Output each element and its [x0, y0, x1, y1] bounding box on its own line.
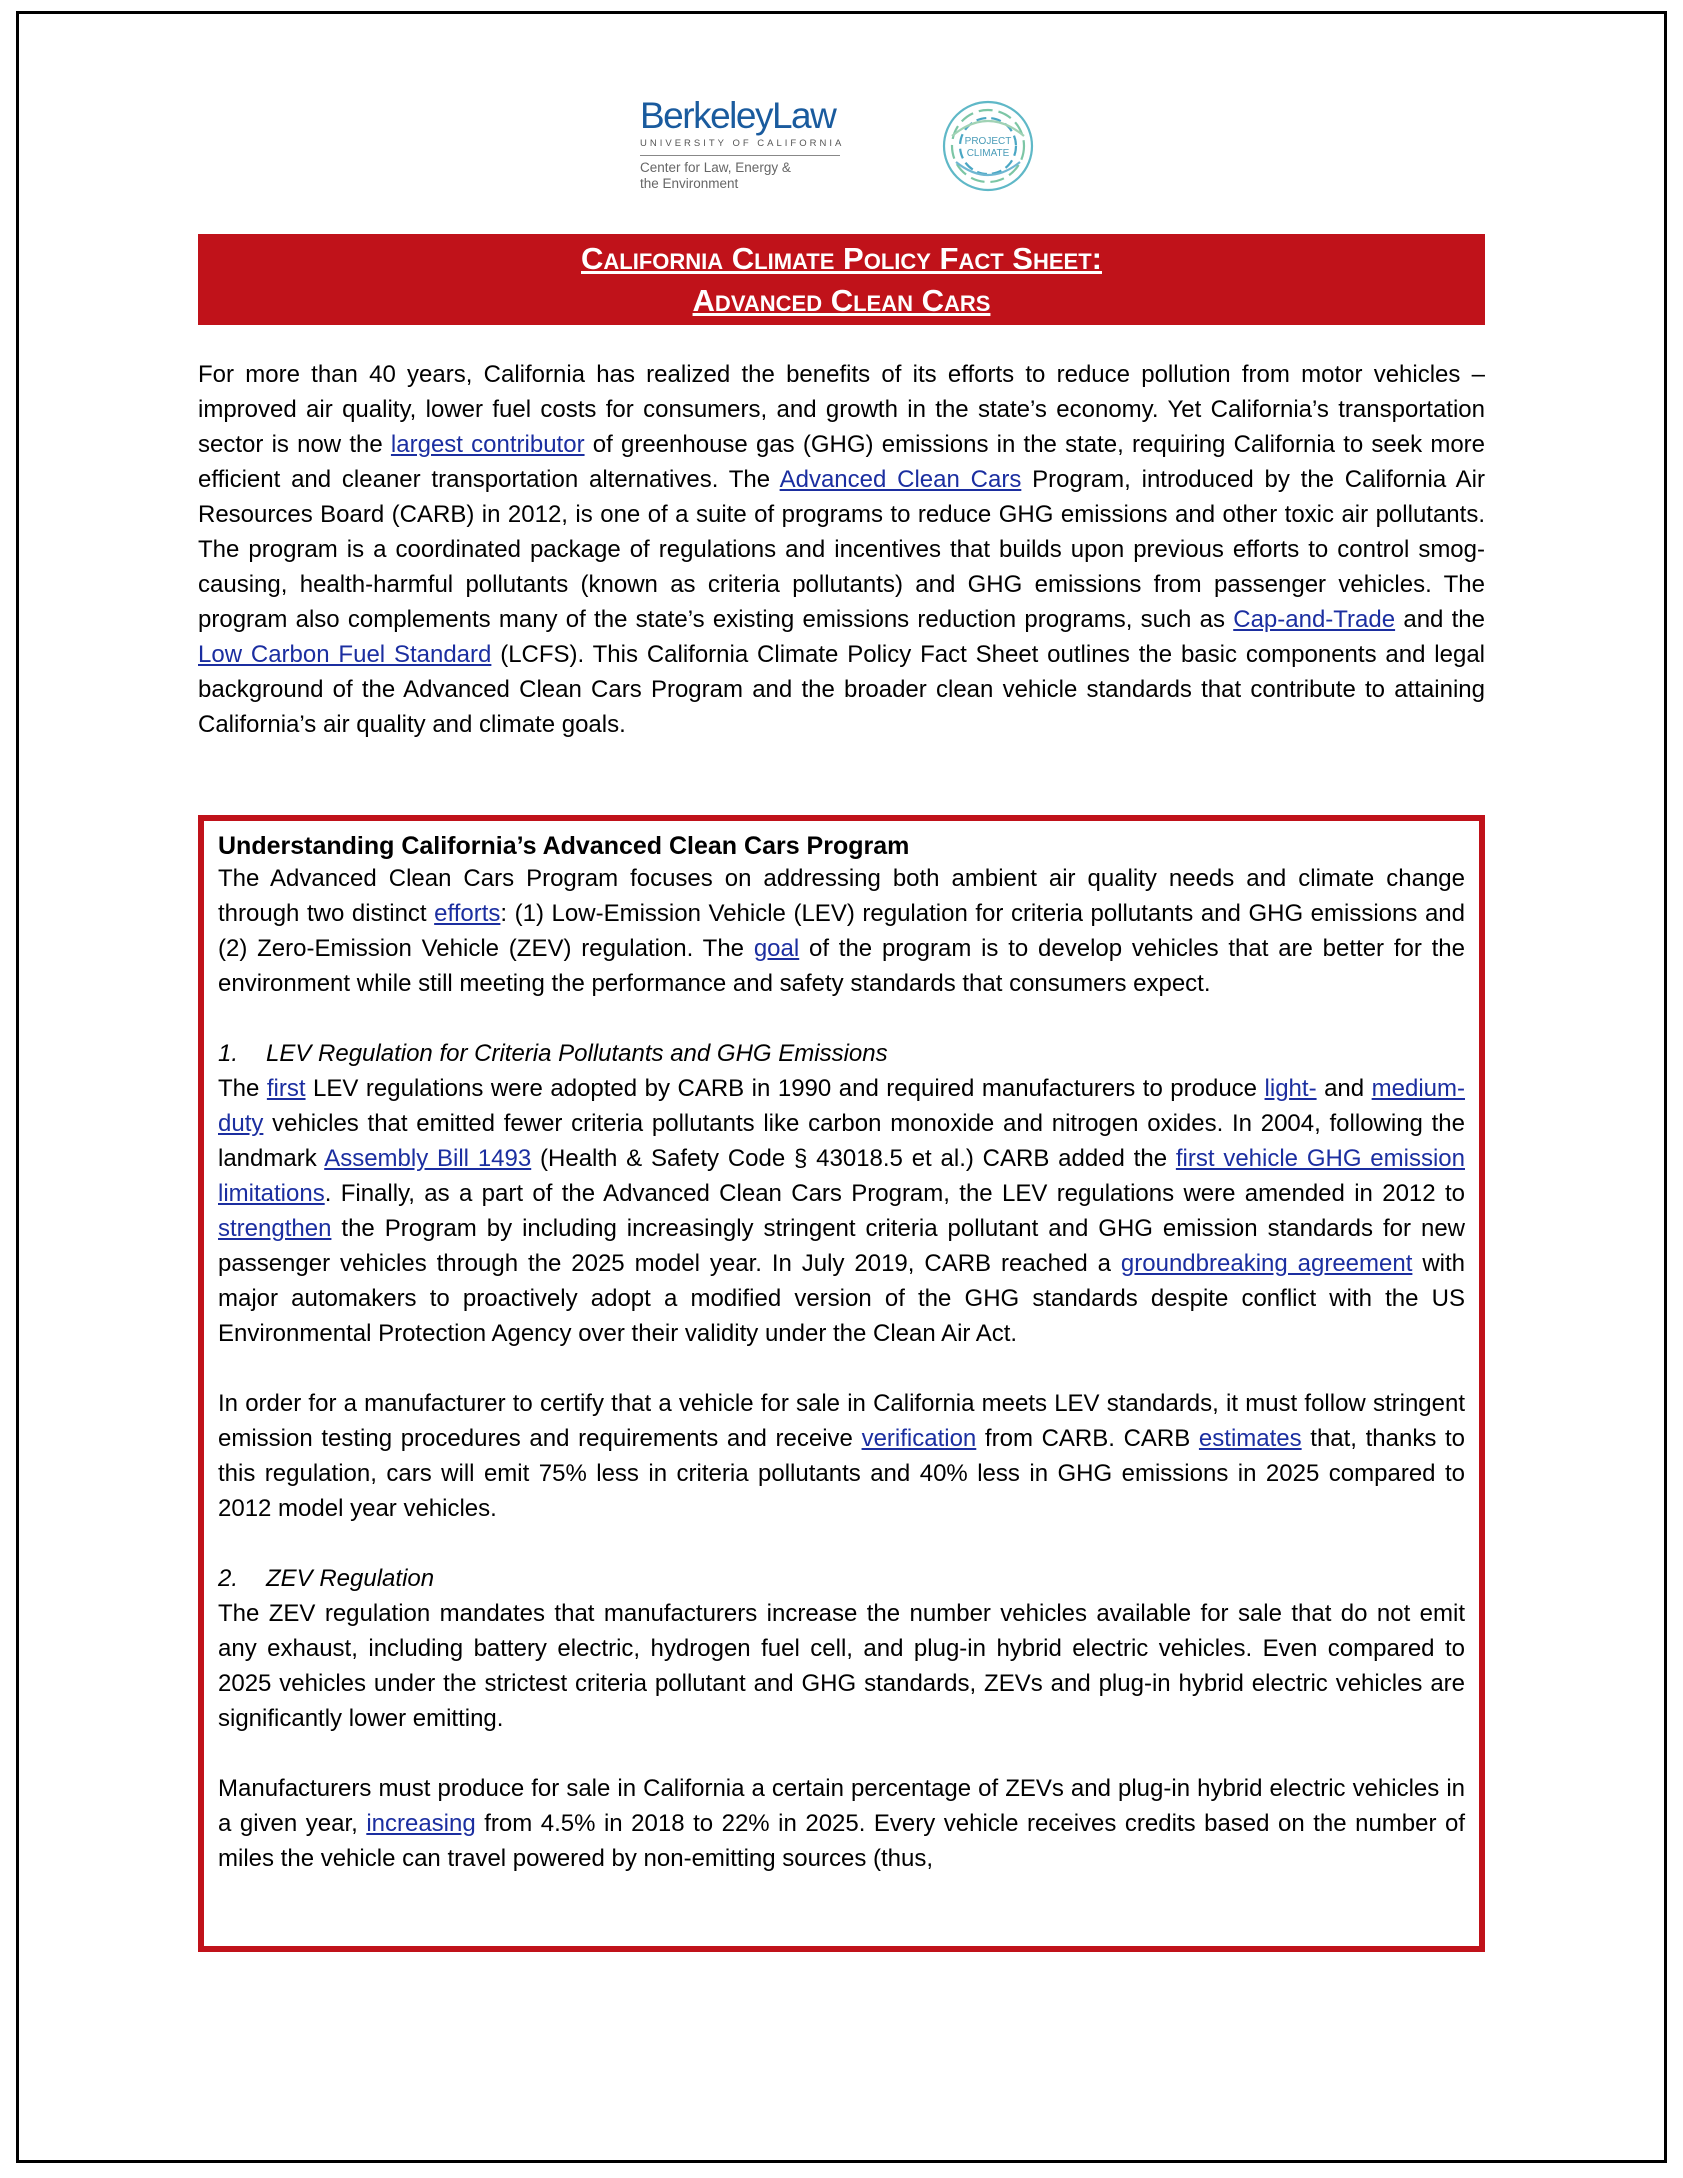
title-line-1: California Climate Policy Fact Sheet:	[581, 241, 1102, 276]
overview-paragraph: The Advanced Clean Cars Program focuses on addressing both ambient air quality needs and climate change through two distinct efforts: (1) Low-Emission Vehicle (LEV) regulation for criteria pollutants and GHG emissions and (2) Zero-Emission Vehicle (ZEV) regulation. The goal of the program is to develop vehicles that are better for the environment while still meeting the performance and safety standards that consumers expect.	[218, 865, 1465, 997]
box-heading: Understanding California’s Advanced Clean Cars Program	[218, 832, 910, 860]
zev-paragraph: The ZEV regulation mandates that manufacturers increase the number vehicles available for sale that do not emit any exhaust, including battery electric, hydrogen fuel cell, and plug-in hybrid electric vehicles. Even compared to 2025 vehicles under the strictest criteria pollutant and GHG standards, ZEVs and plug-in hybrid electric vehicles are significantly lower emitting.	[218, 1600, 1465, 1732]
svg-text:PROJECT: PROJECT	[964, 136, 1012, 147]
svg-text:CLIMATE: CLIMATE	[966, 148, 1010, 159]
link-light[interactable]: light-	[1264, 1075, 1317, 1102]
link-first[interactable]: first	[266, 1075, 306, 1102]
link-groundbreaking-agreement[interactable]: groundbreaking agreement	[1120, 1250, 1413, 1277]
logo-area	[640, 96, 1060, 206]
link-first-vehicle-ghg-limitations[interactable]: first vehicle GHG emission limitations	[218, 1145, 1465, 1207]
program-overview-box	[198, 815, 1485, 1952]
link-assembly-bill-1493[interactable]: Assembly Bill 1493	[324, 1145, 532, 1172]
berkeley-law-logo	[640, 96, 845, 192]
link-strengthen[interactable]: strengthen	[218, 1215, 332, 1242]
link-increasing[interactable]: increasing	[366, 1810, 476, 1837]
link-goal[interactable]: goal	[753, 935, 800, 962]
link-estimates[interactable]: estimates	[1198, 1425, 1302, 1452]
lev-paragraph: The first LEV regulations were adopted by CARB in 1990 and required manufacturers to produce light- and medium-duty vehicles that emitted fewer criteria pollutants like carbon monoxide and nitrogen oxides. In 2004, following the landmark Assembly Bill 1493 (Health & Safety Code § 43018.5 et al.) CARB added the first vehicle GHG emission limitations. Finally, as a part of the Advanced Clean Cars Program, the LEV regulations were amended in 2012 to strengthen the Program by including increasingly stringent criteria pollutant and GHG emission standards for new passenger vehicles through the 2025 model year. In July 2019, CARB reached a groundbreaking agreement with major automakers to proactively adopt a modified version of the GHG standards despite conflict with the US Environmental Protection Agency over their validity under the Clean Air Act.	[218, 1075, 1465, 1347]
link-largest-contributor[interactable]: largest contributor	[390, 431, 585, 458]
link-medium-duty[interactable]: medium-duty	[218, 1075, 1465, 1137]
university-line: UNIVERSITY OF CALIFORNIA	[640, 138, 845, 149]
link-cap-and-trade[interactable]: Cap-and-Trade	[1233, 606, 1396, 633]
center-name: Center for Law, Energy & the Environment	[640, 160, 791, 191]
link-low-carbon-fuel-standard[interactable]: Low Carbon Fuel Standard	[198, 641, 492, 668]
lev-certification-paragraph: In order for a manufacturer to certify that a vehicle for sale in California meets LEV standards, it must follow stringent emission testing procedures and requirements and receive verification from CARB. CARB estimates that, thanks to this regulation, cars will emit 75% less in criteria pollutants and 40% less in GHG emissions in 2025 compared to 2012 model year vehicles.	[218, 1390, 1466, 1522]
intro-paragraph: For more than 40 years, California has realized the benefits of its efforts to reduce pollution from motor vehicles – improved air quality, lower fuel costs for consumers, and growth in the state’s economy. Yet California’s transportation sector is now the largest contributor of greenhouse gas (GHG) emissions in the state, requiring California to seek more efficient and cleaner transportation alternatives. The Advanced Clean Cars Program, introduced by the California Air Resources Board (CARB) in 2012, is one of a suite of programs to reduce GHG emissions and other toxic air pollutants. The program is a coordinated package of regulations and incentives that builds upon previous efforts to control smog-causing, health-harmful pollutants (known as criteria pollutants) and GHG emissions from passenger vehicles. The program also complements many of the state’s existing emissions reduction programs, such as Cap-and-Trade and the Low Carbon Fuel Standard (LCFS). This California Climate Policy Fact Sheet outlines the basic components and legal background of the Advanced Clean Cars Program and the broader clean vehicle standards that contribute to attaining California’s air quality and climate goals.	[198, 361, 1486, 738]
logo-divider	[640, 155, 840, 156]
subheading-zev: 2. ZEV Regulation	[218, 1565, 435, 1592]
zev-credits-paragraph: Manufacturers must produce for sale in California a certain percentage of ZEVs and plug-in hybrid electric vehicles in a given year, increasing from 4.5% in 2018 to 22% in 2025. Every vehicle receives credits based on the number of miles the vehicle can travel powered by non-emitting sources (thus,	[218, 1775, 1465, 1872]
subheading-lev: 1. LEV Regulation for Criteria Pollutants and GHG Emissions	[218, 1040, 888, 1067]
title-line-2: Advanced Clean Cars	[692, 283, 991, 318]
link-verification[interactable]: verification	[861, 1425, 977, 1452]
title-banner	[198, 234, 1485, 325]
link-efforts[interactable]: efforts	[434, 900, 501, 927]
project-climate-logo	[938, 96, 1038, 196]
berkeley-law-wordmark: BerkeleyLaw	[640, 95, 836, 136]
link-advanced-clean-cars[interactable]: Advanced Clean Cars	[779, 466, 1022, 493]
